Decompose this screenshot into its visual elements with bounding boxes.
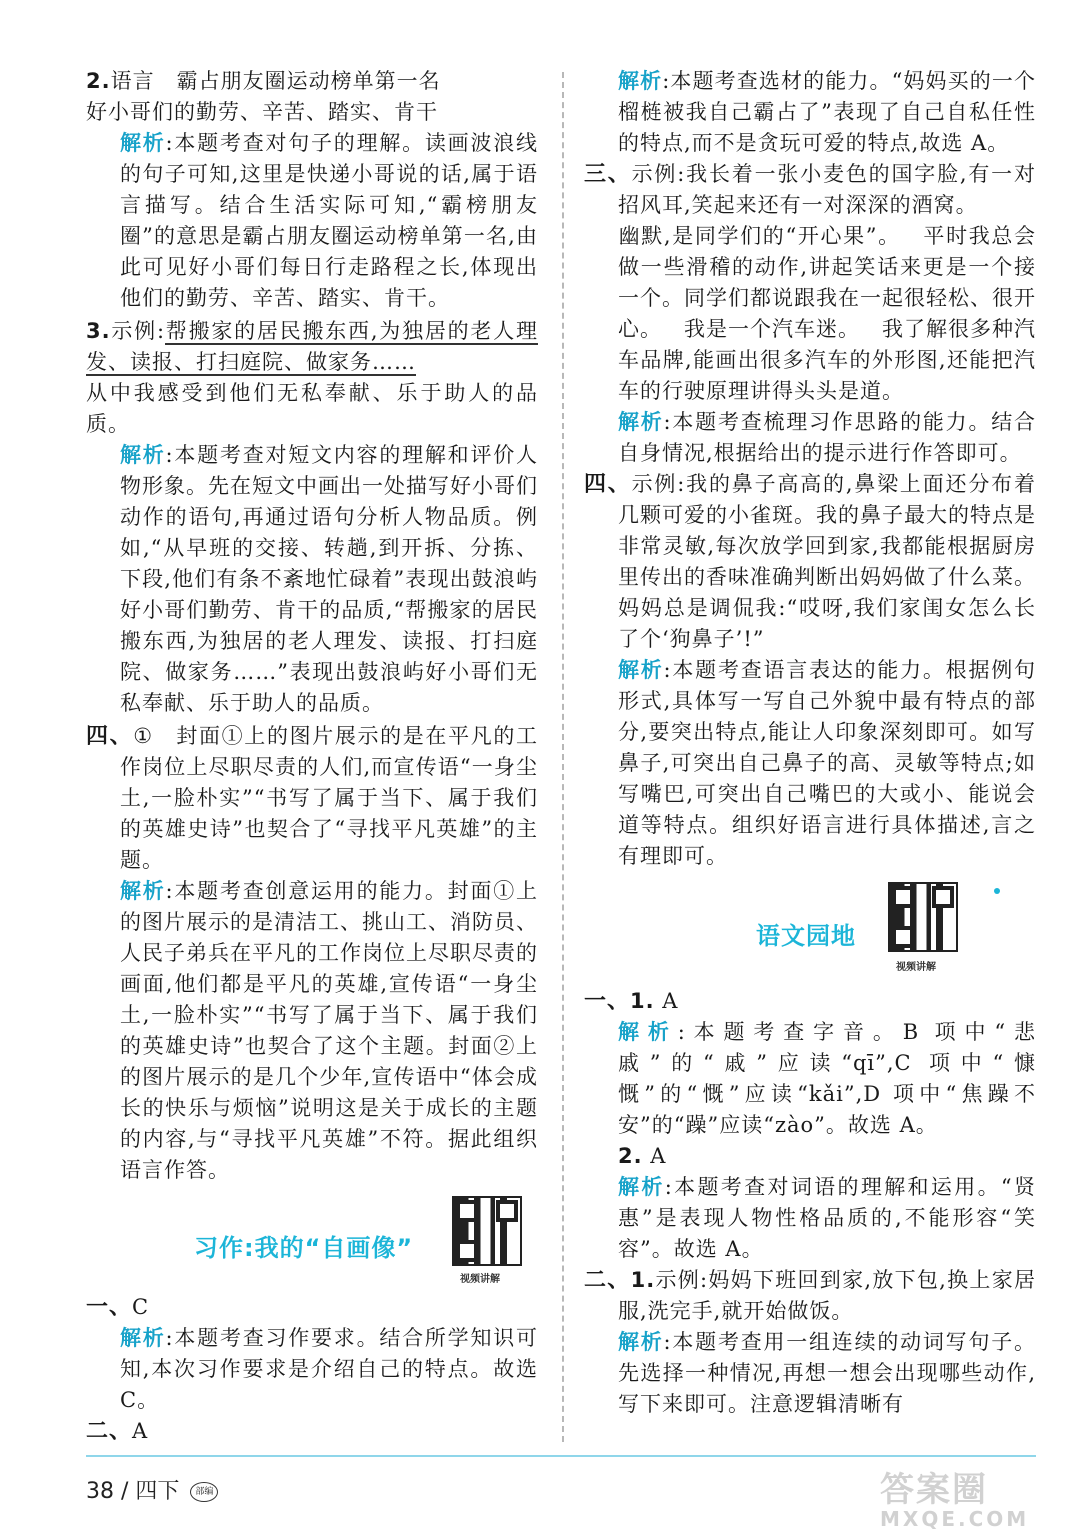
analysis-label: 解析	[618, 1175, 665, 1199]
r4-number: 四、	[584, 472, 632, 497]
watermark	[880, 1462, 1070, 1532]
analysis-label: 解析	[120, 443, 166, 467]
y2-answer	[584, 1265, 1036, 1327]
edition-badge-icon: 部编	[190, 1482, 218, 1502]
qr-code-icon[interactable]	[888, 882, 958, 952]
analysis-label: 解析	[120, 131, 166, 155]
y2-answer-text: 示例:妈妈下班回到家,放下包,换上家居服,洗完手,就开始做饭。	[618, 1268, 1036, 1323]
qr-code-icon[interactable]	[452, 1196, 522, 1266]
y2-analysis-text: :本题考查用一组连续的动词写句子。先选择一种情况,再想一想会出现哪些动作,写下来即可。注意逻辑清晰有	[618, 1330, 1036, 1416]
column-divider	[562, 72, 564, 1442]
y2-analysis	[584, 1327, 1036, 1420]
r3-number: 三、	[584, 162, 632, 187]
w2-number: 二、	[86, 1419, 133, 1444]
r4-analysis	[584, 655, 1036, 872]
r3-answer-p2: 幽默,是同学们的“开心果”。	[618, 224, 901, 248]
q3-underlined: 帮搬家的居民搬东西,为独居的老人理发、读报、打扫庭院、做家务……	[86, 319, 538, 374]
left-column	[86, 66, 538, 1447]
y1-2-analysis	[584, 1172, 1036, 1265]
y1-answer	[584, 986, 1036, 1017]
y1-sub: 1.	[630, 989, 655, 1013]
decor-dot	[994, 888, 1000, 894]
q3-analysis-text: :本题考查对短文内容的理解和评价人物形象。先在短文中画出一处描写好小哥们动作的语句,再通过语句分析人物品质。例如,“从早班的交接、转趟,到开拆、分拣、下段,他们有条不紊地忙碌着”表现出鼓浪屿好小哥们勤劳、肯干的品质,“帮搬家的居民搬东西,为独居的老人理发、读报、打扫庭院、做家务……”表现出鼓浪屿好小哥们无私奉献、乐于助人的品质。	[120, 443, 538, 715]
w1-analysis	[86, 1323, 538, 1416]
y1-number: 一、	[584, 989, 631, 1014]
qr-caption: 视频讲解	[460, 1274, 500, 1285]
s4-mark: ①	[133, 724, 154, 748]
analysis-label: 解析	[618, 658, 664, 682]
section-title-garden: 语文园地	[756, 922, 856, 950]
y2-sub: 1.	[630, 1268, 656, 1292]
right-column	[584, 66, 1036, 1420]
section-writing-header	[86, 1192, 538, 1288]
r4-answer-text: 示例:我的鼻子高高的,鼻梁上面还分布着几颗可爱的小雀斑。我的鼻子最大的特点是非常灵敏,每次放学回到家,我都能根据厨房里传出的香味准确判断出妈妈做了什么菜。妈妈总是调侃我:“哎呀,我们家闺女怎么长了个‘狗鼻子’!”	[618, 472, 1036, 651]
r3-answer-2	[584, 221, 1036, 407]
y1-2-analysis-text: :本题考查对词语的理解和运用。“贤惠”是表现人物性格品质的,不能形容“笑容”。故选 A。	[618, 1175, 1036, 1261]
y1-2-sub: 2.	[618, 1144, 643, 1168]
w1-answer	[86, 1292, 538, 1323]
s4-analysis-text: :本题考查创意运用的能力。封面①上的图片展示的是清洁工、挑山工、消防员、人民子弟兵在平凡的工作岗位上尽职尽责的画面,他们都是平凡的英雄,宣传语“一身尘土,一脸朴实”“书写了属于当下、属于我们的英雄史诗”也契合了这个主题。封面②上的图片展示的是几个少年,宣传语中“体会成长的快乐与烦恼”说明这是关于成长的主题的内容,与“寻找平凡英雄”不符。据此组织语言作答。	[120, 879, 538, 1182]
r4-answer	[584, 469, 1036, 655]
r3-answer-p5: 我了解很多种汽车品牌,能画出很多汽车的外形图,还能把汽车的行驶原理讲得头头是道。	[618, 317, 1036, 403]
analysis-label: 解析	[618, 410, 664, 434]
analysis-label: 解析	[618, 1330, 664, 1354]
watermark-bottom: MXQE.COM	[880, 1507, 1030, 1531]
q3-number: 3.	[86, 319, 111, 343]
y1-2-answer	[584, 1141, 1036, 1172]
r4-analysis-text: :本题考查语言表达的能力。根据例句形式,具体写一写自己外貌中最有特点的部分,要突出特点,能让人印象深刻即可。如写鼻子,可突出自己鼻子的高、灵敏等特点;如写嘴巴,可突出自己嘴巴的大或小、能说会道等特点。组织好语言进行具体描述,言之有理即可。	[618, 658, 1036, 868]
cont-analysis	[584, 66, 1036, 159]
r3-answer	[584, 159, 1036, 221]
r3-analysis-text: :本题考查梳理习作思路的能力。结合自身情况,根据给出的提示进行作答即可。	[618, 410, 1036, 465]
q2-answer-part1: 语言	[110, 69, 155, 93]
footer-separator: /	[121, 1479, 129, 1504]
q3-rest: 从中我感受到他们无私奉献、乐于助人的品质。	[86, 381, 538, 436]
page-number: 38	[86, 1479, 114, 1504]
watermark-top: 答案圈	[880, 1470, 988, 1510]
q3-prefix: 示例:	[110, 319, 166, 343]
r3-answer-p4: 我是一个汽车迷。	[684, 317, 860, 341]
s4-number: 四、	[86, 724, 134, 749]
y1-analysis-text: :本题考查字音。B 项中“悲戚”的“戚”应读“qī”,C 项中“慷慨”的“慨”应读“kǎi”,D 项中“焦躁不安”的“躁”应读“zào”。故选 A。	[618, 1020, 1037, 1137]
section-title-writing: 习作:我的“自画像”	[194, 1234, 414, 1262]
y1-analysis	[584, 1017, 1036, 1141]
y1-answer-text: A	[662, 989, 679, 1013]
r3-answer-p1: 示例:我长着一张小麦色的国字脸,有一对招风耳,笑起来还有一对深深的酒窝。	[618, 162, 1036, 217]
q3-analysis	[86, 440, 538, 719]
y2-number: 二、	[584, 1268, 631, 1293]
w1-analysis-text: :本题考查习作要求。结合所学知识可知,本次习作要求是介绍自己的特点。故选 C。	[120, 1326, 538, 1412]
q2-number: 2.	[86, 69, 111, 93]
grade-label: 四下	[135, 1479, 180, 1504]
w2-answer	[86, 1416, 538, 1447]
q2-answer-line2: 好小哥们的勤劳、辛苦、踏实、肯干	[86, 100, 438, 124]
analysis-label: 解析	[120, 879, 166, 903]
y1-2-answer-text: A	[650, 1144, 667, 1168]
w1-number: 一、	[86, 1295, 133, 1320]
w1-answer-text: C	[132, 1295, 150, 1319]
r3-analysis	[584, 407, 1036, 469]
footer-line	[86, 1455, 1036, 1457]
q2-analysis-text: :本题考查对句子的理解。读画波浪线的句子可知,这里是快递小哥说的话,属于语言描写。结合生活实际可知,“霸榜朋友圈”的意思是霸占朋友圈运动榜单第一名,由此可见好小哥们每日行走路程之长,体现出他们的勤劳、辛苦、踏实、肯干。	[120, 131, 538, 310]
analysis-label: 解析	[120, 1326, 166, 1350]
s4-answer-text: 封面①上的图片展示的是在平凡的工作岗位上尽职尽责的人们,而宣传语“一身尘土,一脸朴实”“书写了属于当下、属于我们的英雄史诗”也契合了“寻找平凡英雄”的主题。	[120, 724, 538, 872]
s4-analysis	[86, 876, 538, 1186]
cont-analysis-text: :本题考查选材的能力。“妈妈买的一个榴梿被我自己霸占了”表现了自己自私任性的特点,而不是贪玩可爱的特点,故选 A。	[618, 69, 1037, 155]
s4-answer	[86, 721, 538, 876]
analysis-label: 解析	[618, 1020, 678, 1044]
qr-caption: 视频讲解	[896, 962, 936, 973]
q2-answer-part2: 霸占朋友圈运动榜单第一名	[176, 69, 441, 93]
q3-answer	[86, 316, 538, 378]
w2-answer-text: A	[132, 1419, 149, 1443]
page-footer	[86, 1474, 218, 1505]
analysis-label: 解析	[618, 69, 663, 93]
q2-answer	[86, 66, 538, 97]
r3-answer-p3: 平时我总会做一些滑稽的动作,讲起笑话来更是一个接一个。同学们都说跟我在一起很轻松、很开心。	[618, 224, 1036, 341]
section-garden-header	[584, 878, 1036, 982]
q2-analysis	[86, 128, 538, 314]
